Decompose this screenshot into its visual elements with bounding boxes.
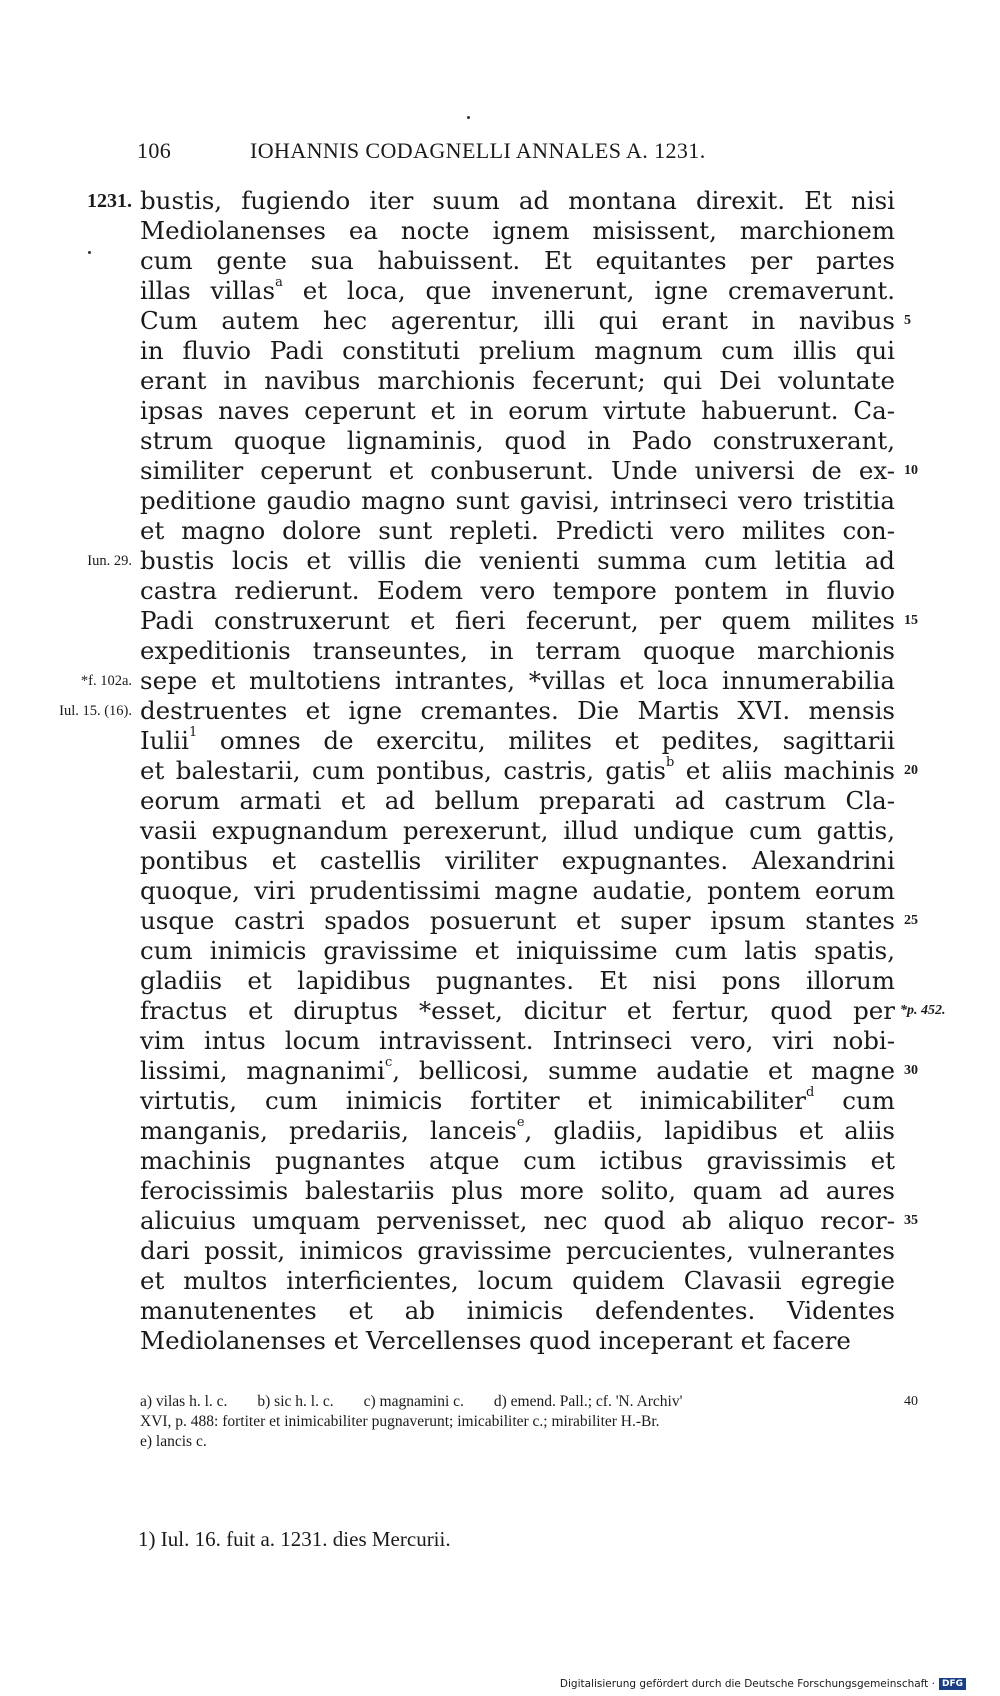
text-line-content: Iulii — [140, 726, 189, 755]
text-line — [140, 636, 895, 666]
text-line-content: et multos interficientes, locum quidem Clavasii egregie — [140, 1266, 895, 1295]
text-line-content: destruentes et igne cremantes. Die Martis XVI. mensis — [140, 696, 895, 725]
text-line-content: erant in navibus marchionis fecerunt; qui Dei voluntate — [140, 366, 895, 395]
margin-folio: *f. 102a. — [80, 673, 132, 689]
text-line — [140, 456, 895, 486]
text-line — [140, 786, 895, 816]
text-line — [140, 1206, 895, 1236]
margin-date-iul: Iul. 15. (16). — [59, 703, 132, 719]
footnote-a: a) vilas h. l. c. — [140, 1393, 228, 1410]
text-line — [140, 276, 895, 306]
text-line — [140, 246, 895, 276]
text-line-content: usque castri spados posuerunt et super ipsum stantes — [140, 906, 895, 935]
text-line-content: cum gente sua habuissent. Et equitantes per partes — [140, 246, 895, 275]
text-line-content: cum — [814, 1086, 895, 1115]
digitization-credit — [560, 1676, 966, 1692]
footnote-marker: b — [665, 755, 675, 770]
text-line-content: virtutis, cum inimicis fortiter et inimicabiliter — [140, 1086, 806, 1115]
footnote-d: d) emend. Pall.; cf. 'N. Archiv' — [493, 1393, 683, 1410]
text-line — [140, 1326, 895, 1356]
text-line-content: fractus et diruptus *esset, dicitur et fertur, quod per — [140, 996, 895, 1025]
margin-year: 1231. — [87, 190, 132, 212]
text-line — [140, 486, 895, 516]
margin-page-ref: *p. 452. — [900, 1003, 946, 1018]
text-line — [140, 306, 895, 336]
text-line — [140, 696, 895, 726]
text-line-content: Mediolanenses ea nocte ignem misissent, marchionem — [140, 216, 895, 245]
text-line-content: , bellicosi, summe audatie et magne — [392, 1056, 896, 1085]
text-line — [140, 216, 895, 246]
text-line — [140, 366, 895, 396]
text-line-content: castra redierunt. Eodem vero tempore pontem in fluvio — [140, 576, 895, 605]
text-line-content: et loca, que invenerunt, igne cremaverunt. — [282, 276, 895, 305]
text-line-content: illas villas — [140, 276, 276, 305]
text-line-content: strum quoque lignaminis, quod in Pado construxerant, — [140, 426, 895, 455]
text-line-content: ferocissimis balestariis plus more solito, quam ad aures — [140, 1176, 895, 1205]
footnote-e: e) lancis c. — [140, 1433, 207, 1450]
text-line-content: pontibus et castellis viriliter expugnantes. Alexandrini — [140, 846, 895, 875]
text-line — [140, 726, 895, 756]
text-line-content: , gladiis, lapidibus et aliis — [524, 1116, 895, 1145]
text-line-content: dari possit, inimicos gravissime percucientes, vulnerantes — [140, 1236, 895, 1265]
text-line-content: manganis, predariis, lanceis — [140, 1116, 517, 1145]
text-line-content: ipsas naves ceperunt et in eorum virtute habuerunt. Ca- — [140, 396, 895, 425]
text-line — [140, 1146, 895, 1176]
print-speck — [467, 116, 470, 119]
running-title: IOHANNIS CODAGNELLI ANNALES A. 1231. — [250, 138, 706, 163]
footnote-marker: 1 — [188, 725, 198, 740]
text-line — [140, 816, 895, 846]
text-line-content: Cum autem hec agerentur, illi qui erant in navibus — [140, 306, 895, 335]
text-line-content: et balestarii, cum pontibus, castris, gatis — [140, 756, 666, 785]
text-line — [140, 1176, 895, 1206]
text-line-content: peditione gaudio magno sunt gavisi, intrinseci vero tristitia — [140, 486, 895, 515]
footnote-line-1 — [140, 1392, 895, 1412]
text-line — [140, 756, 895, 786]
text-line — [140, 936, 895, 966]
line-number: 20 — [904, 763, 918, 778]
footnote-marker: c — [384, 1055, 393, 1070]
text-line-content: bustis locis et villis die venienti summa cum letitia ad — [140, 546, 895, 575]
text-line-content: expeditionis transeuntes, in terram quoque marchionis — [140, 636, 895, 665]
line-number: 35 — [904, 1213, 918, 1228]
text-line — [140, 1086, 895, 1116]
text-line — [140, 1296, 895, 1326]
editorial-note: 1) Iul. 16. fuit a. 1231. dies Mercurii. — [138, 1527, 451, 1551]
text-line-content: alicuius umquam pervenisset, nec quod ab aliquo recor- — [140, 1206, 895, 1235]
text-line-content: gladiis et lapidibus pugnantes. Et nisi pons illorum — [140, 966, 895, 995]
text-line-content: et aliis machinis — [674, 756, 895, 785]
text-line — [140, 1056, 895, 1086]
text-line — [140, 396, 895, 426]
text-line — [140, 966, 895, 996]
text-line-content: vasii expugnandum perexerunt, illud undique cum gattis, — [140, 816, 895, 845]
dfg-logo: DFG — [939, 1678, 966, 1690]
text-line-content: quoque, viri prudentissimi magne audatie, pontem eorum — [140, 876, 895, 905]
text-line-content: similiter ceperunt et conbuserunt. Unde universi de ex- — [140, 456, 895, 485]
footnote-c: c) magnamini c. — [363, 1393, 464, 1410]
text-line — [140, 546, 895, 576]
line-number: 30 — [904, 1063, 918, 1078]
text-line — [140, 426, 895, 456]
line-number: 10 — [904, 463, 918, 478]
text-line-content: in fluvio Padi constituti prelium magnum cum illis qui — [140, 336, 895, 365]
text-line — [140, 606, 895, 636]
line-number: 5 — [904, 313, 911, 328]
line-number: 25 — [904, 913, 918, 928]
text-line-content: lissimi, magnanimi — [140, 1056, 385, 1085]
text-line — [140, 906, 895, 936]
text-line-content: Mediolanenses et Vercellenses quod inceperant et facere — [140, 1326, 851, 1355]
text-line — [140, 336, 895, 366]
footnote-line-number: 40 — [904, 1394, 918, 1409]
text-line-content: manutenentes et ab inimicis defendentes. Videntes — [140, 1296, 895, 1325]
line-number: 15 — [904, 613, 918, 628]
footnote-marker: d — [805, 1085, 815, 1100]
text-line-content: omnes de exercitu, milites et pedites, sagittarii — [197, 726, 895, 755]
text-line-content: sepe et multotiens intrantes, *villas et loca innumerabilia — [140, 666, 895, 695]
text-line — [140, 1266, 895, 1296]
text-line-content: bustis, fugiendo iter suum ad montana direxit. Et nisi — [140, 186, 895, 215]
text-line-content: eorum armati et ad bellum preparati ad castrum Cla- — [140, 786, 895, 815]
text-line — [140, 876, 895, 906]
footnote-marker: a — [275, 275, 283, 290]
footnote-b: b) sic h. l. c. — [257, 1393, 334, 1410]
credit-text: Digitalisierung gefördert durch die Deutsche Forschungsgemeinschaft · — [559, 1678, 935, 1690]
footnote-marker: e — [516, 1115, 525, 1130]
text-line — [140, 1116, 895, 1146]
text-line-content: cum inimicis gravissime et iniquissime cum latis spatis, — [140, 936, 895, 965]
text-line-content: Padi construxerunt et fieri fecerunt, per quem milites — [140, 606, 895, 635]
text-line — [140, 846, 895, 876]
text-line — [140, 186, 895, 216]
margin-date-iun: Iun. 29. — [87, 553, 132, 569]
text-line — [140, 1026, 895, 1056]
text-line — [140, 516, 895, 546]
text-line — [140, 576, 895, 606]
text-line-content: et magno dolore sunt repleti. Predicti vero milites con- — [140, 516, 895, 545]
text-line — [140, 996, 895, 1026]
footnote-d-continuation: XVI, p. 488: fortiter et inimicabiliter pugnaverunt; imicabiliter c.; mirabiliter H.-Br. — [140, 1413, 660, 1430]
page-number: 106 — [137, 138, 172, 163]
text-line — [140, 1236, 895, 1266]
text-line-content: vim intus locum intravissent. Intrinseci vero, viri nobi- — [140, 1026, 895, 1055]
print-speck — [88, 251, 91, 254]
text-line-content: machinis pugnantes atque cum ictibus gravissimis et — [140, 1146, 895, 1175]
text-line — [140, 666, 895, 696]
